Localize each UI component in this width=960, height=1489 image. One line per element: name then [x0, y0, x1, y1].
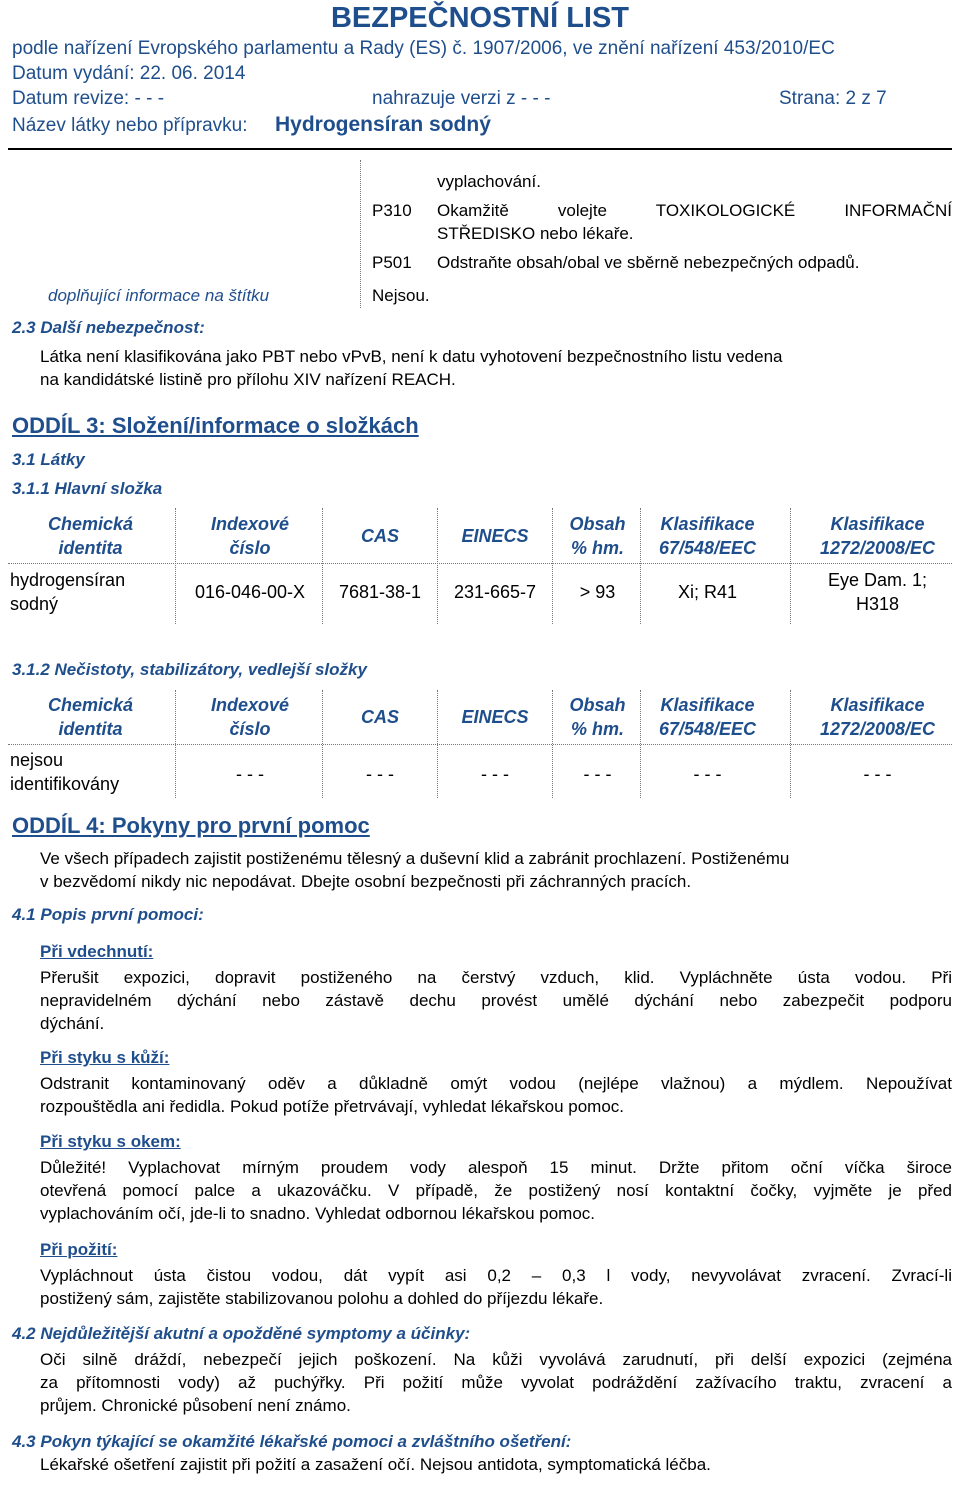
- precaution-divider: [360, 160, 361, 308]
- cell-class-ec: - - -: [863, 764, 892, 784]
- additional-label-info: doplňující informace na štítku: [48, 286, 270, 305]
- eye-contact-title: Při styku s okem:: [40, 1132, 181, 1151]
- replaces-version: nahrazuje verzi z - - -: [372, 88, 551, 109]
- col-header-content: Obsah % hm.: [569, 514, 626, 558]
- cell-content: > 93: [579, 582, 616, 602]
- cell-class-ec: Eye Dam. 1; H318: [827, 570, 928, 614]
- regulation-subtitle: podle nařízení Evropského parlamentu a Rady (ES) č. 1907/2006, ve znění nařízení 453/2010/EC: [12, 38, 835, 59]
- symptoms-text: Oči silně dráždí, nebezpečí jejich poškození. Na kůži vyvolává zarudnutí, při delší expozici (zejména za přítomnosti vody) až puchýřky. Při požití může vyvolat podráždění zažívacího traktu, zvracení a průjem. Chronické působení není známo.: [40, 1350, 952, 1415]
- cell-einecs: - - -: [481, 764, 509, 784]
- immediate-care-text: Lékařské ošetření zajistit při požití a zasažení očí. Nejsou antidota, symptomatická léčba.: [40, 1455, 711, 1474]
- skin-contact-title: Při styku s kůží:: [40, 1048, 170, 1067]
- document-title: BEZPEČNOSTNÍ LIST: [330, 2, 630, 34]
- col-header-index: Indexové číslo: [210, 514, 290, 558]
- section-2-3-heading: 2.3 Další nebezpečnost:: [12, 318, 205, 337]
- inhalation-title: Při vdechnutí:: [40, 942, 154, 961]
- p310-code: P310: [372, 201, 412, 220]
- cell-cas: 7681-38-1: [338, 582, 422, 602]
- subsection-3-1-1-heading: 3.1.1 Hlavní složka: [12, 479, 163, 498]
- subsection-3-1-2-heading: 3.1.2 Nečistoty, stabilizátory, vedlejší složky: [12, 660, 367, 679]
- skin-contact-text: Odstranit kontaminovaný oděv a důkladně omýt vodou (nejlépe vlažnou) a mýdlem. Nepoužívat rozpouštědla ani ředidla. Pokud potíže přetrvávají, vyhledat lékařskou pomoc.: [40, 1074, 952, 1116]
- revision-date: Datum revize: - - -: [12, 88, 165, 109]
- cell-identity: nejsou identifikovány: [10, 750, 120, 794]
- col-header-einecs: EINECS: [461, 526, 529, 546]
- section-4-intro: Ve všech případech zajistit postiženému tělesný a duševní klid a zabránit prochlazení. Postiženému v bezvědomí nikdy nic nepodávat. Dbejte osobní bezpečnosti při záchranných pracích.: [40, 849, 790, 891]
- additional-label-value: Nejsou.: [372, 286, 430, 305]
- section-2-3-text-line1: Látka není klasifikována jako PBT nebo vPvB, není k datu vyhotovení bezpečnostního listu vedena: [40, 347, 783, 366]
- table-divider: [8, 744, 952, 745]
- p310-text-line2: STŘEDISKO nebo lékaře.: [437, 224, 634, 243]
- product-name: Hydrogensíran sodný: [275, 113, 491, 136]
- section-4-heading: ODDÍL 4: Pokyny pro první pomoc: [12, 813, 370, 838]
- cell-identity: hydrogensíran sodný: [10, 570, 126, 614]
- precaution-continuation: vyplachování.: [437, 172, 541, 191]
- eye-contact-text: Důležité! Vyplachovat mírným proudem vody alespoň 15 minut. Držte přitom oční víčka široce otevřená pomocí palce a ukazováčku. V případě, že postižený nosí kontaktní čočky, vyjměte je před vyplachováním očí, jde-li to snadno. Vyhledat odbornou lékařskou pomoc.: [40, 1158, 952, 1223]
- cell-class-eec: - - -: [693, 764, 722, 784]
- product-label: Název látky nebo přípravku:: [12, 115, 248, 136]
- ingestion-text: Vypláchnout ústa čistou vodou, dát vypít asi 0,2 – 0,3 l vody, nevyvolávat zvracení. Zvrací-li postižený sám, zajistěte stabilizovanou polohu a dohled do příjezdu lékaře.: [40, 1266, 952, 1308]
- cell-cas: - - -: [366, 764, 394, 784]
- col-header-cas: CAS: [360, 707, 399, 727]
- inhalation-text: Přerušit expozici, dopravit postiženého na čerstvý vzduch, klid. Vypláchněte ústa vodou. Při nepravidelném dýchání nebo zástavě dechu provést umělé dýchání nebo zabezpečit podporu dýchání.: [40, 968, 952, 1033]
- col-header-class-ec: Klasifikace 1272/2008/EC: [819, 695, 936, 739]
- cell-class-eec: Xi; R41: [677, 582, 738, 602]
- cell-index: - - -: [236, 764, 264, 784]
- p501-code: P501: [372, 253, 412, 272]
- col-header-class-eec: Klasifikace 67/548/EEC: [658, 695, 757, 739]
- ingestion-title: Při požití:: [40, 1240, 118, 1259]
- subsection-4-1-heading: 4.1 Popis první pomoci:: [12, 905, 204, 924]
- col-header-class-ec: Klasifikace 1272/2008/EC: [819, 514, 936, 558]
- cell-index: 016-046-00-X: [194, 582, 306, 602]
- cell-einecs: 231-665-7: [453, 582, 537, 602]
- col-header-einecs: EINECS: [461, 707, 529, 727]
- col-header-identity: Chemická identita: [47, 695, 134, 739]
- cell-content: - - -: [583, 764, 612, 784]
- col-header-index: Indexové číslo: [210, 695, 290, 739]
- subsection-4-2-heading: 4.2 Nejdůležitější akutní a opožděné symptomy a účinky:: [12, 1324, 471, 1343]
- section-3-heading: ODDÍL 3: Složení/informace o složkách: [12, 413, 419, 438]
- page-number: Strana: 2 z 7: [779, 88, 887, 109]
- issue-date: Datum vydání: 22. 06. 2014: [12, 63, 246, 84]
- section-2-3-text-line2: na kandidátské listině pro přílohu XIV nařízení REACH.: [40, 370, 456, 389]
- subsection-4-3-heading: 4.3 Pokyn týkající se okamžité lékařské pomoci a zvláštního ošetření:: [12, 1432, 572, 1451]
- p310-text-line1: Okamžitě volejte TOXIKOLOGICKÉ INFORMAČNÍ: [437, 201, 952, 220]
- header-rule: [8, 148, 952, 150]
- table-divider: [8, 563, 952, 564]
- col-header-class-eec: Klasifikace 67/548/EEC: [658, 514, 757, 558]
- col-header-content: Obsah % hm.: [569, 695, 626, 739]
- col-header-identity: Chemická identita: [47, 514, 134, 558]
- p501-text: Odstraňte obsah/obal ve sběrně nebezpečných odpadů.: [437, 253, 860, 272]
- col-header-cas: CAS: [360, 526, 399, 546]
- subsection-3-1-heading: 3.1 Látky: [12, 450, 85, 469]
